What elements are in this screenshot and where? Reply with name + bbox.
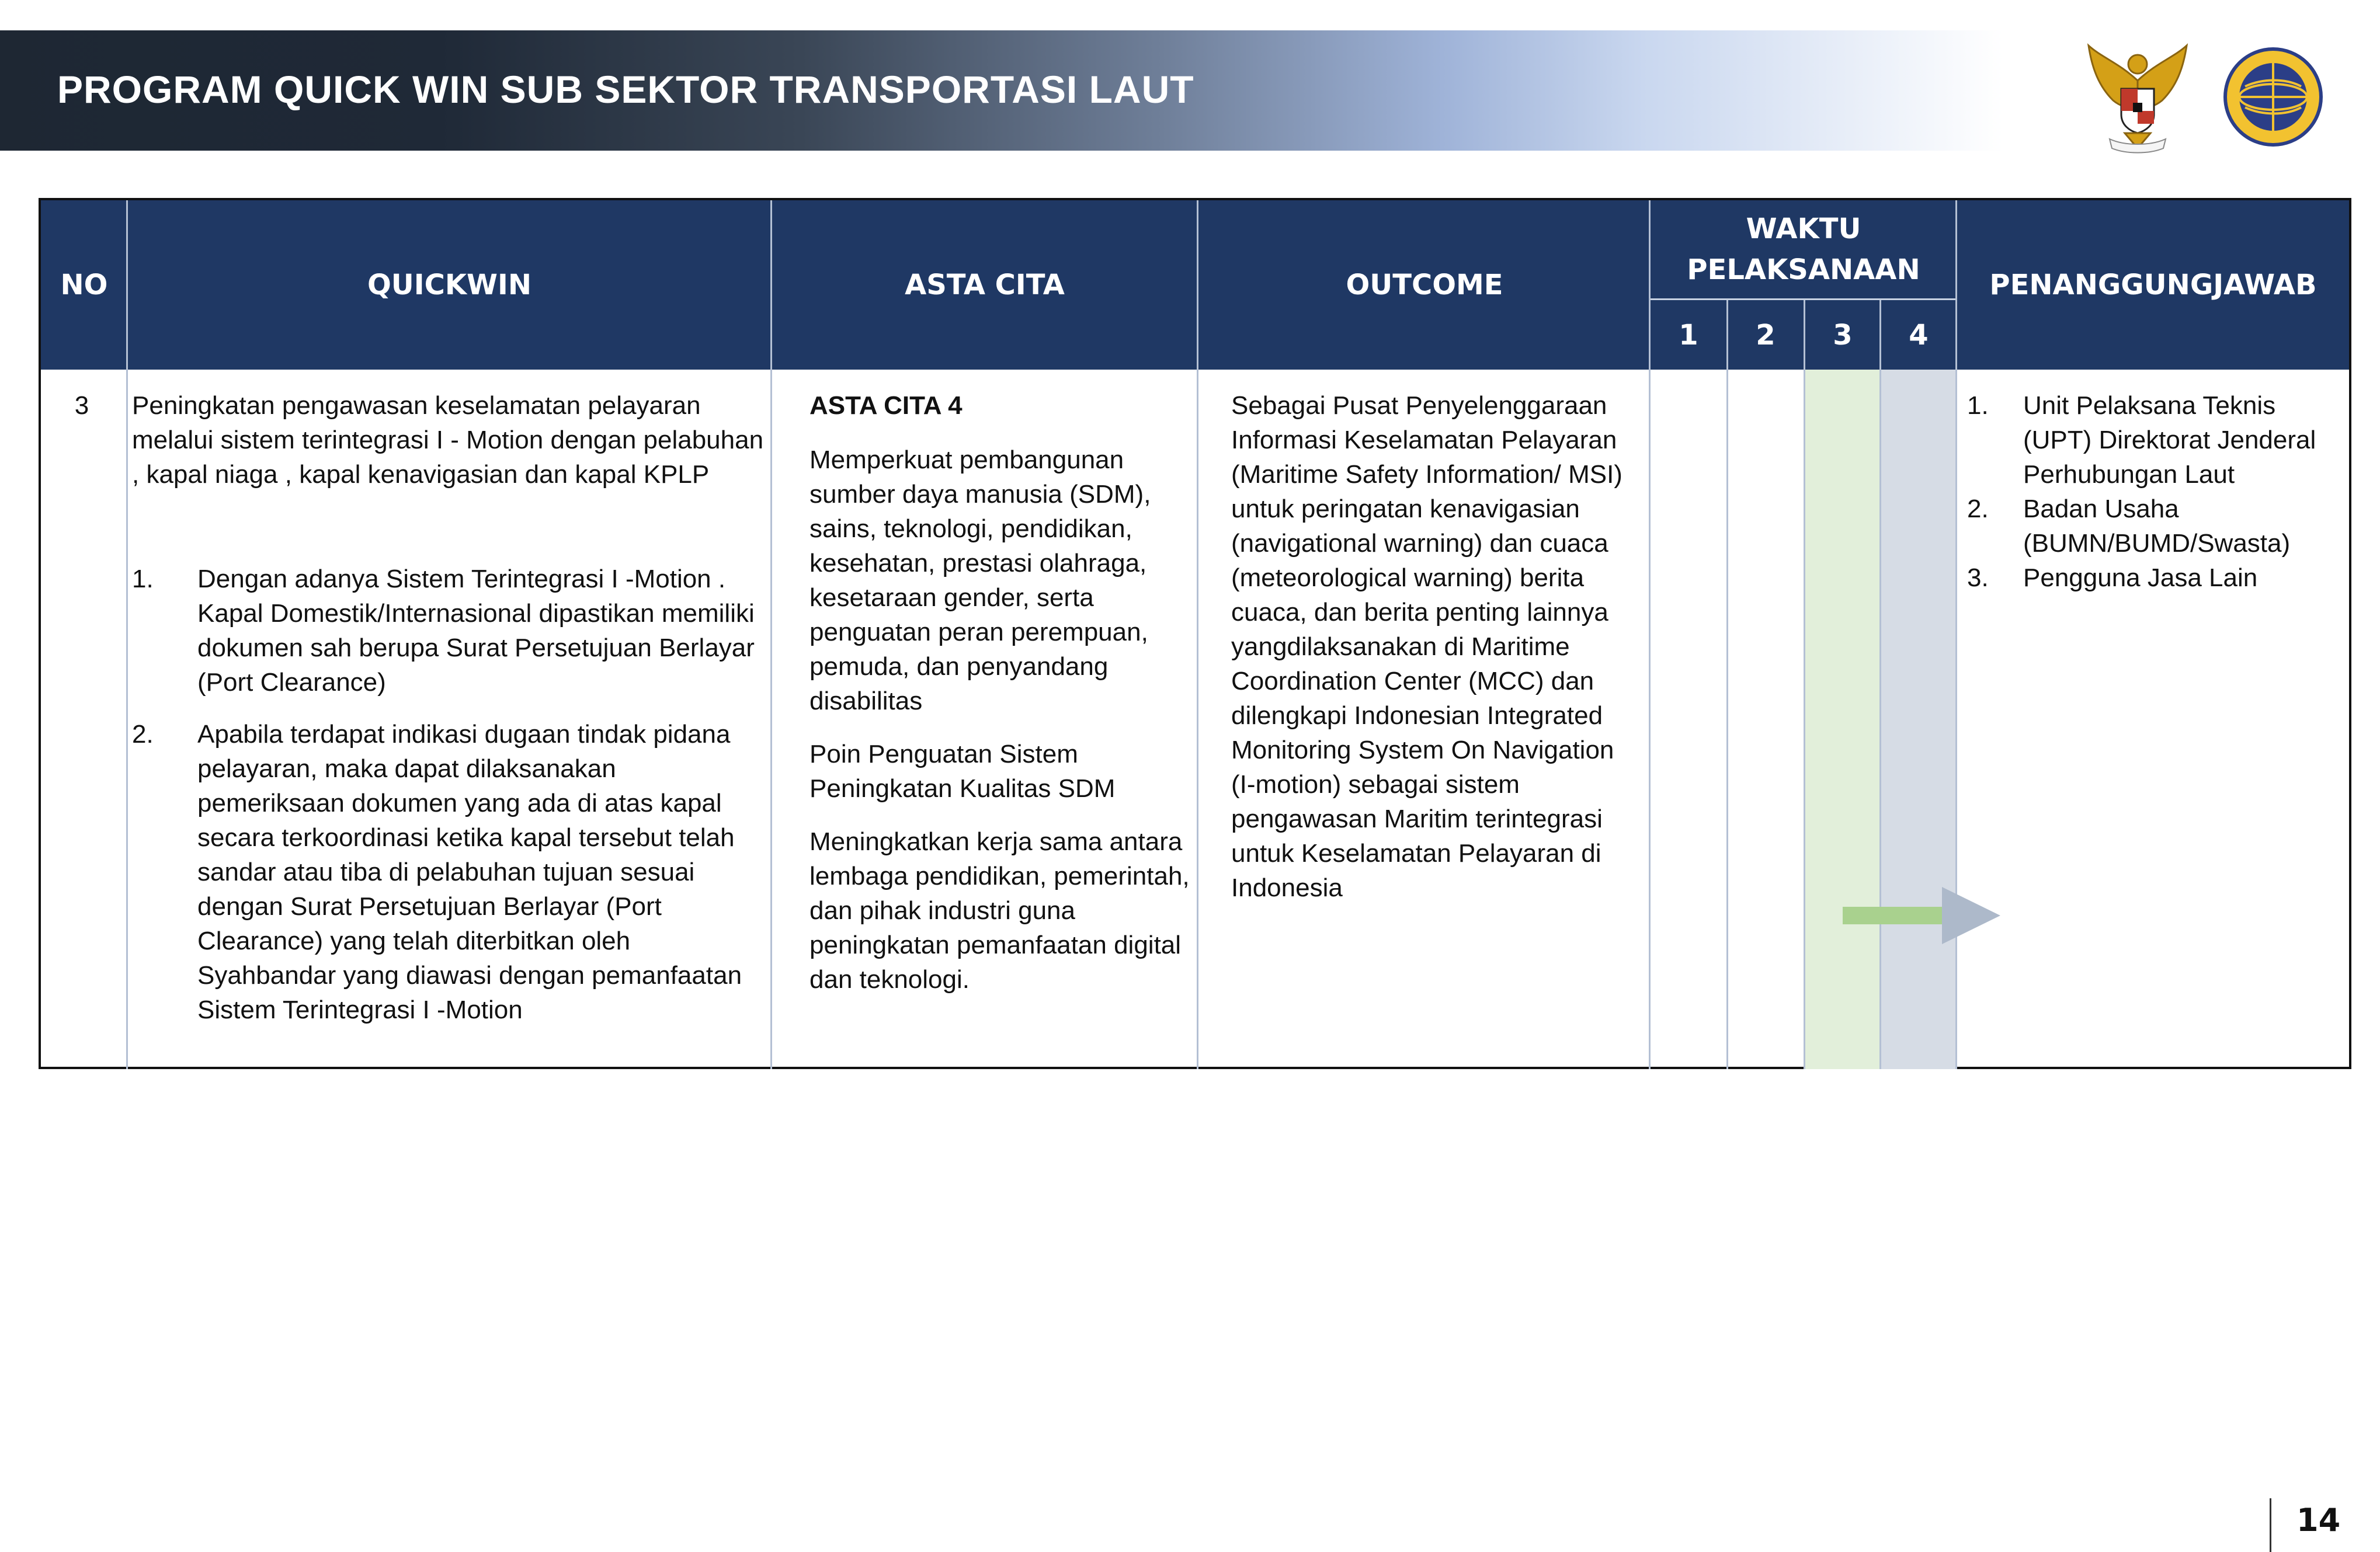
quarter-3-header: 3: [1833, 318, 1853, 352]
col-header-asta-cita: ASTA CITA: [905, 269, 1065, 301]
quickwin-table: [39, 198, 2351, 1069]
quickwin-intro: Peningkatan pengawasan keselamatan pelayaran melalui sistem terintegrasi I - Motion dengan pelabuhan , kapal niaga , kapal kenavigasian dan kapal KPLP: [132, 391, 764, 489]
asta-cita-title: ASTA CITA 4: [809, 391, 963, 420]
row-number: 3: [74, 391, 89, 420]
list-number: 1.: [1967, 391, 1989, 420]
garuda-emblem-icon: [2084, 40, 2191, 154]
col-divider: [1804, 300, 1805, 1069]
penanggungjawab-cell: [1967, 388, 2341, 595]
quarter-1-header: 1: [1679, 318, 1698, 352]
page-number: 14: [2296, 1502, 2341, 1539]
dephub-emblem-icon: [2222, 46, 2325, 148]
col-header-penanggungjawab: PENANGGUNGJAWAB: [1989, 269, 2317, 301]
list-item: [132, 717, 766, 1027]
list-number: 3.: [1967, 563, 1989, 592]
list-item: [132, 562, 766, 700]
col-header-outcome: OUTCOME: [1346, 269, 1503, 301]
list-text: Pengguna Jasa Lain: [2023, 563, 2258, 592]
list-number: 2.: [1967, 495, 1989, 523]
quarter-4-shade: [1881, 370, 1955, 1069]
asta-cita-cell: [809, 388, 1195, 997]
waktu-line2: PELAKSANAAN: [1687, 253, 1920, 286]
arrow-head: [1942, 887, 2000, 944]
col-divider: [770, 200, 772, 1069]
col-divider: [126, 200, 128, 1069]
list-item: [1967, 388, 2341, 492]
list-text: Unit Pelaksana Teknis (UPT) Direktorat Jenderal Perhubungan Laut: [2023, 391, 2316, 489]
arrow-shaft: [1843, 907, 1948, 924]
list-text: Dengan adanya Sistem Terintegrasi I -Motion . Kapal Domestik/Internasional dipastikan memiliki dokumen sah berupa Surat Persetujuan Berlayar (Port Clearance): [197, 565, 755, 697]
col-divider: [1197, 200, 1198, 1069]
col-divider: [1726, 300, 1728, 1069]
col-divider: [1879, 300, 1881, 1069]
quarter-4-header: 4: [1909, 318, 1929, 352]
page-number-divider: [2270, 1498, 2271, 1552]
asta-cita-paragraph: Poin Penguatan Sistem Peningkatan Kualitas SDM: [809, 740, 1116, 803]
col-header-quickwin: QUICKWIN: [367, 269, 532, 301]
asta-cita-paragraph: Meningkatkan kerja sama antara lembaga pendidikan, pemerintah, dan pihak industri guna peningkatan pemanfaatan digital dan teknologi.: [809, 827, 1190, 994]
list-number: 2.: [132, 720, 154, 749]
list-number: 1.: [132, 565, 154, 593]
penanggungjawab-list: [1967, 388, 2341, 595]
col-header-waktu: [1650, 200, 1957, 298]
asta-cita-paragraph: Memperkuat pembangunan sumber daya manusia (SDM), sains, teknologi, pendidikan, kesehatan, prestasi olahraga, kesetaraan gender, serta penguatan peran perempuan, pemuda, dan penyandang disabilitas: [809, 446, 1151, 715]
list-text: Badan Usaha (BUMN/BUMD/Swasta): [2023, 495, 2291, 558]
waktu-line1: WAKTU: [1746, 213, 1861, 245]
quickwin-cell: [132, 388, 766, 1027]
list-item: [1967, 561, 2341, 595]
list-text: Apabila terdapat indikasi dugaan tindak pidana pelayaran, maka dapat dilaksanakan pemeriksaan dokumen yang ada di atas kapal secara terkoordinasi ketika kapal tersebut telah sandar atau tiba di pelabuhan tujuan sesuai dengan Surat Persetujuan Berlayar (Port Clearance) yang telah diterbitkan oleh Syahbandar yang diawasi dengan pemanfaatan Sistem Terintegrasi I -Motion: [197, 720, 742, 1024]
page-title: PROGRAM QUICK WIN SUB SEKTOR TRANSPORTASI LAUT: [57, 68, 1194, 111]
outcome-cell: Sebagai Pusat Penyelenggaraan Informasi Keselamatan Pelayaran (Maritime Safety Information/ MSI) untuk peringatan kenavigasian (navigational warning) dan cuaca (meteorological warning) berita cuaca, dan berita penting lainnya yangdilaksanakan di Maritime Coordination Center (MCC) dan dilengkapi Indonesian Integrated Monitoring System On Navigation (I-motion) sebagai sistem pengawasan Maritim terintegrasi untuk Keselamatan Pelayaran di Indonesia: [1231, 391, 1622, 902]
list-item: [1967, 492, 2341, 561]
quarter-3-shade: [1805, 370, 1879, 1069]
col-divider: [1649, 200, 1651, 1069]
timeline-arrow-icon: [1843, 883, 2006, 948]
quickwin-points: [132, 562, 766, 1027]
quarter-2-header: 2: [1756, 318, 1776, 352]
col-header-no: NO: [60, 269, 108, 301]
